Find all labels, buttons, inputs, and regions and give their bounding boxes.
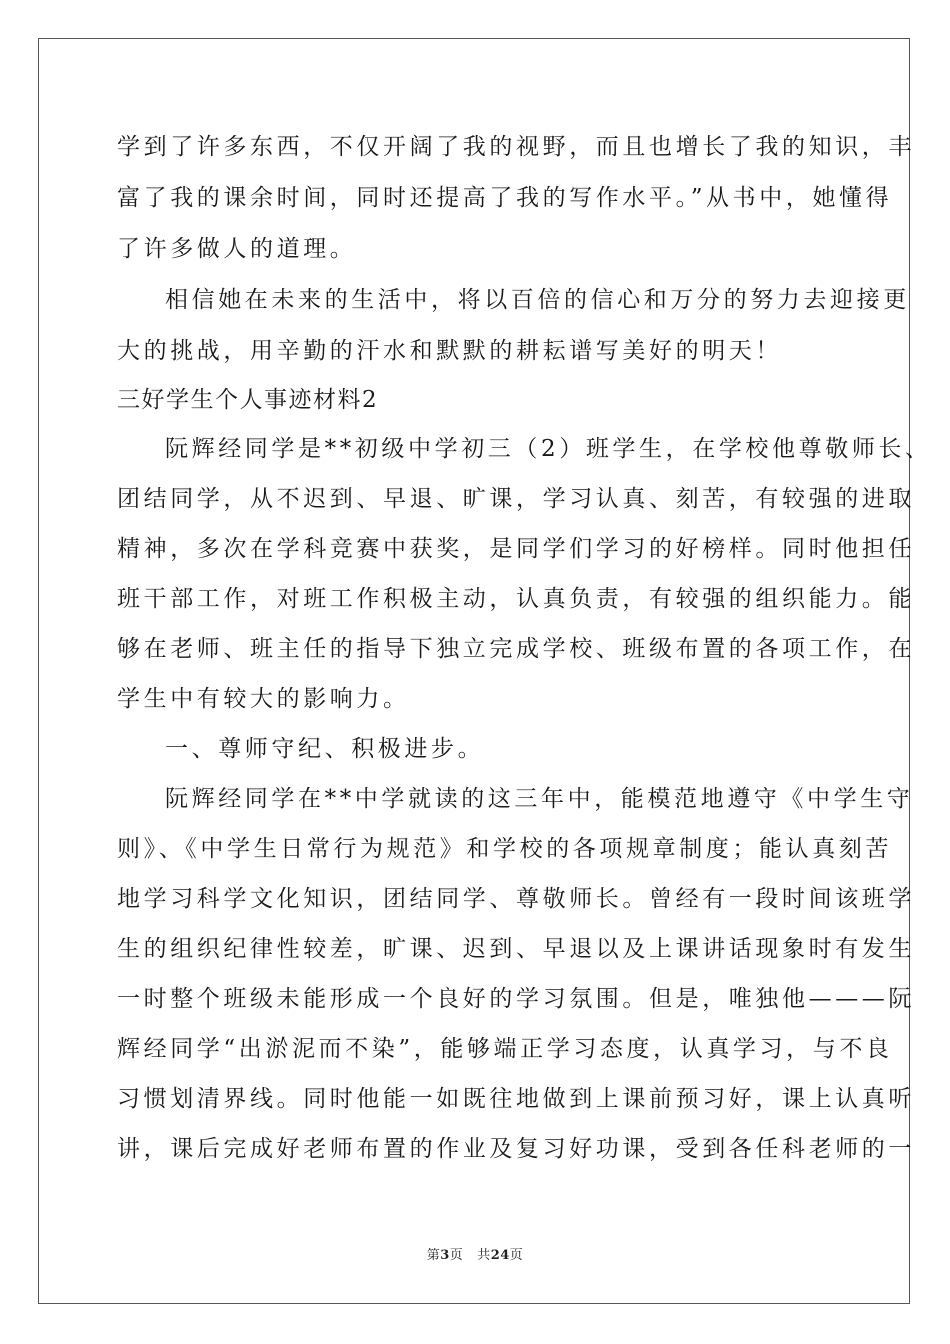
- text-line: 则》、《中学生日常行为规范》和学校的各项规章制度；能认真刻苦: [117, 836, 892, 862]
- text-line: 班干部工作，对班工作积极主动，认真负责，有较强的组织能力。能: [117, 586, 915, 612]
- total-suffix: 页: [509, 1248, 524, 1263]
- subsection-heading: 一、尊师守纪、积极进步。: [165, 736, 485, 762]
- text-line: 大的挑战，用辛勤的汗水和默默的耕耘谱写美好的明天！: [117, 338, 782, 364]
- text-line: 学到了许多东西，不仅开阔了我的视野，而且也增长了我的知识，丰: [117, 134, 915, 160]
- page-suffix: 页: [449, 1248, 464, 1263]
- page-footer: [0, 1247, 950, 1265]
- text-line: 阮辉经同学是**初级中学初三（2）班学生，在学校他尊敬师长、: [165, 436, 932, 462]
- text-line: 讲，课后完成好老师布置的作业及复习好功课，受到各任科老师的一: [117, 1136, 915, 1162]
- text-line: 阮辉经同学在**中学就读的这三年中，能模范地遵守《中学生守: [165, 786, 914, 812]
- text-line: 一时整个班级未能形成一个良好的学习氛围。但是，唯独他———阮: [117, 986, 915, 1012]
- text-line: 精神，多次在学科竞赛中获奖，是同学们学习的好榜样。同时他担任: [117, 536, 915, 562]
- text-line: 富了我的课余时间，同时还提高了我的写作水平。”从书中，她懂得: [117, 185, 893, 211]
- page-border: [38, 38, 910, 1304]
- text-line: 辉经同学“出淤泥而不染”，能够端正学习态度，认真学习，与不良: [117, 1036, 893, 1062]
- text-line: 够在老师、班主任的指导下独立完成学校、班级布置的各项工作，在: [117, 636, 915, 662]
- section-heading: 三好学生个人事迹材料2: [117, 387, 379, 413]
- text-line: 相信她在未来的生活中，将以百倍的信心和万分的努力去迎接更: [165, 287, 910, 313]
- page-prefix: 第: [426, 1248, 441, 1263]
- page-number: 3: [440, 1248, 450, 1263]
- text-line: 地学习科学文化知识，团结同学、尊敬师长。曾经有一段时间该班学: [117, 886, 915, 912]
- text-line: 学生中有较大的影响力。: [117, 686, 410, 712]
- total-pages: 24: [490, 1248, 510, 1263]
- text-line: 生的组织纪律性较差，旷课、迟到、早退以及上课讲话现象时有发生: [117, 936, 915, 962]
- text-line: 了许多做人的道理。: [117, 236, 357, 262]
- text-line: 团结同学，从不迟到、早退、旷课，学习认真、刻苦，有较强的进取: [117, 486, 915, 512]
- text-line: 习惯划清界线。同时他能一如既往地做到上课前预习好，课上认真听: [117, 1086, 915, 1112]
- total-prefix: 共: [477, 1248, 491, 1263]
